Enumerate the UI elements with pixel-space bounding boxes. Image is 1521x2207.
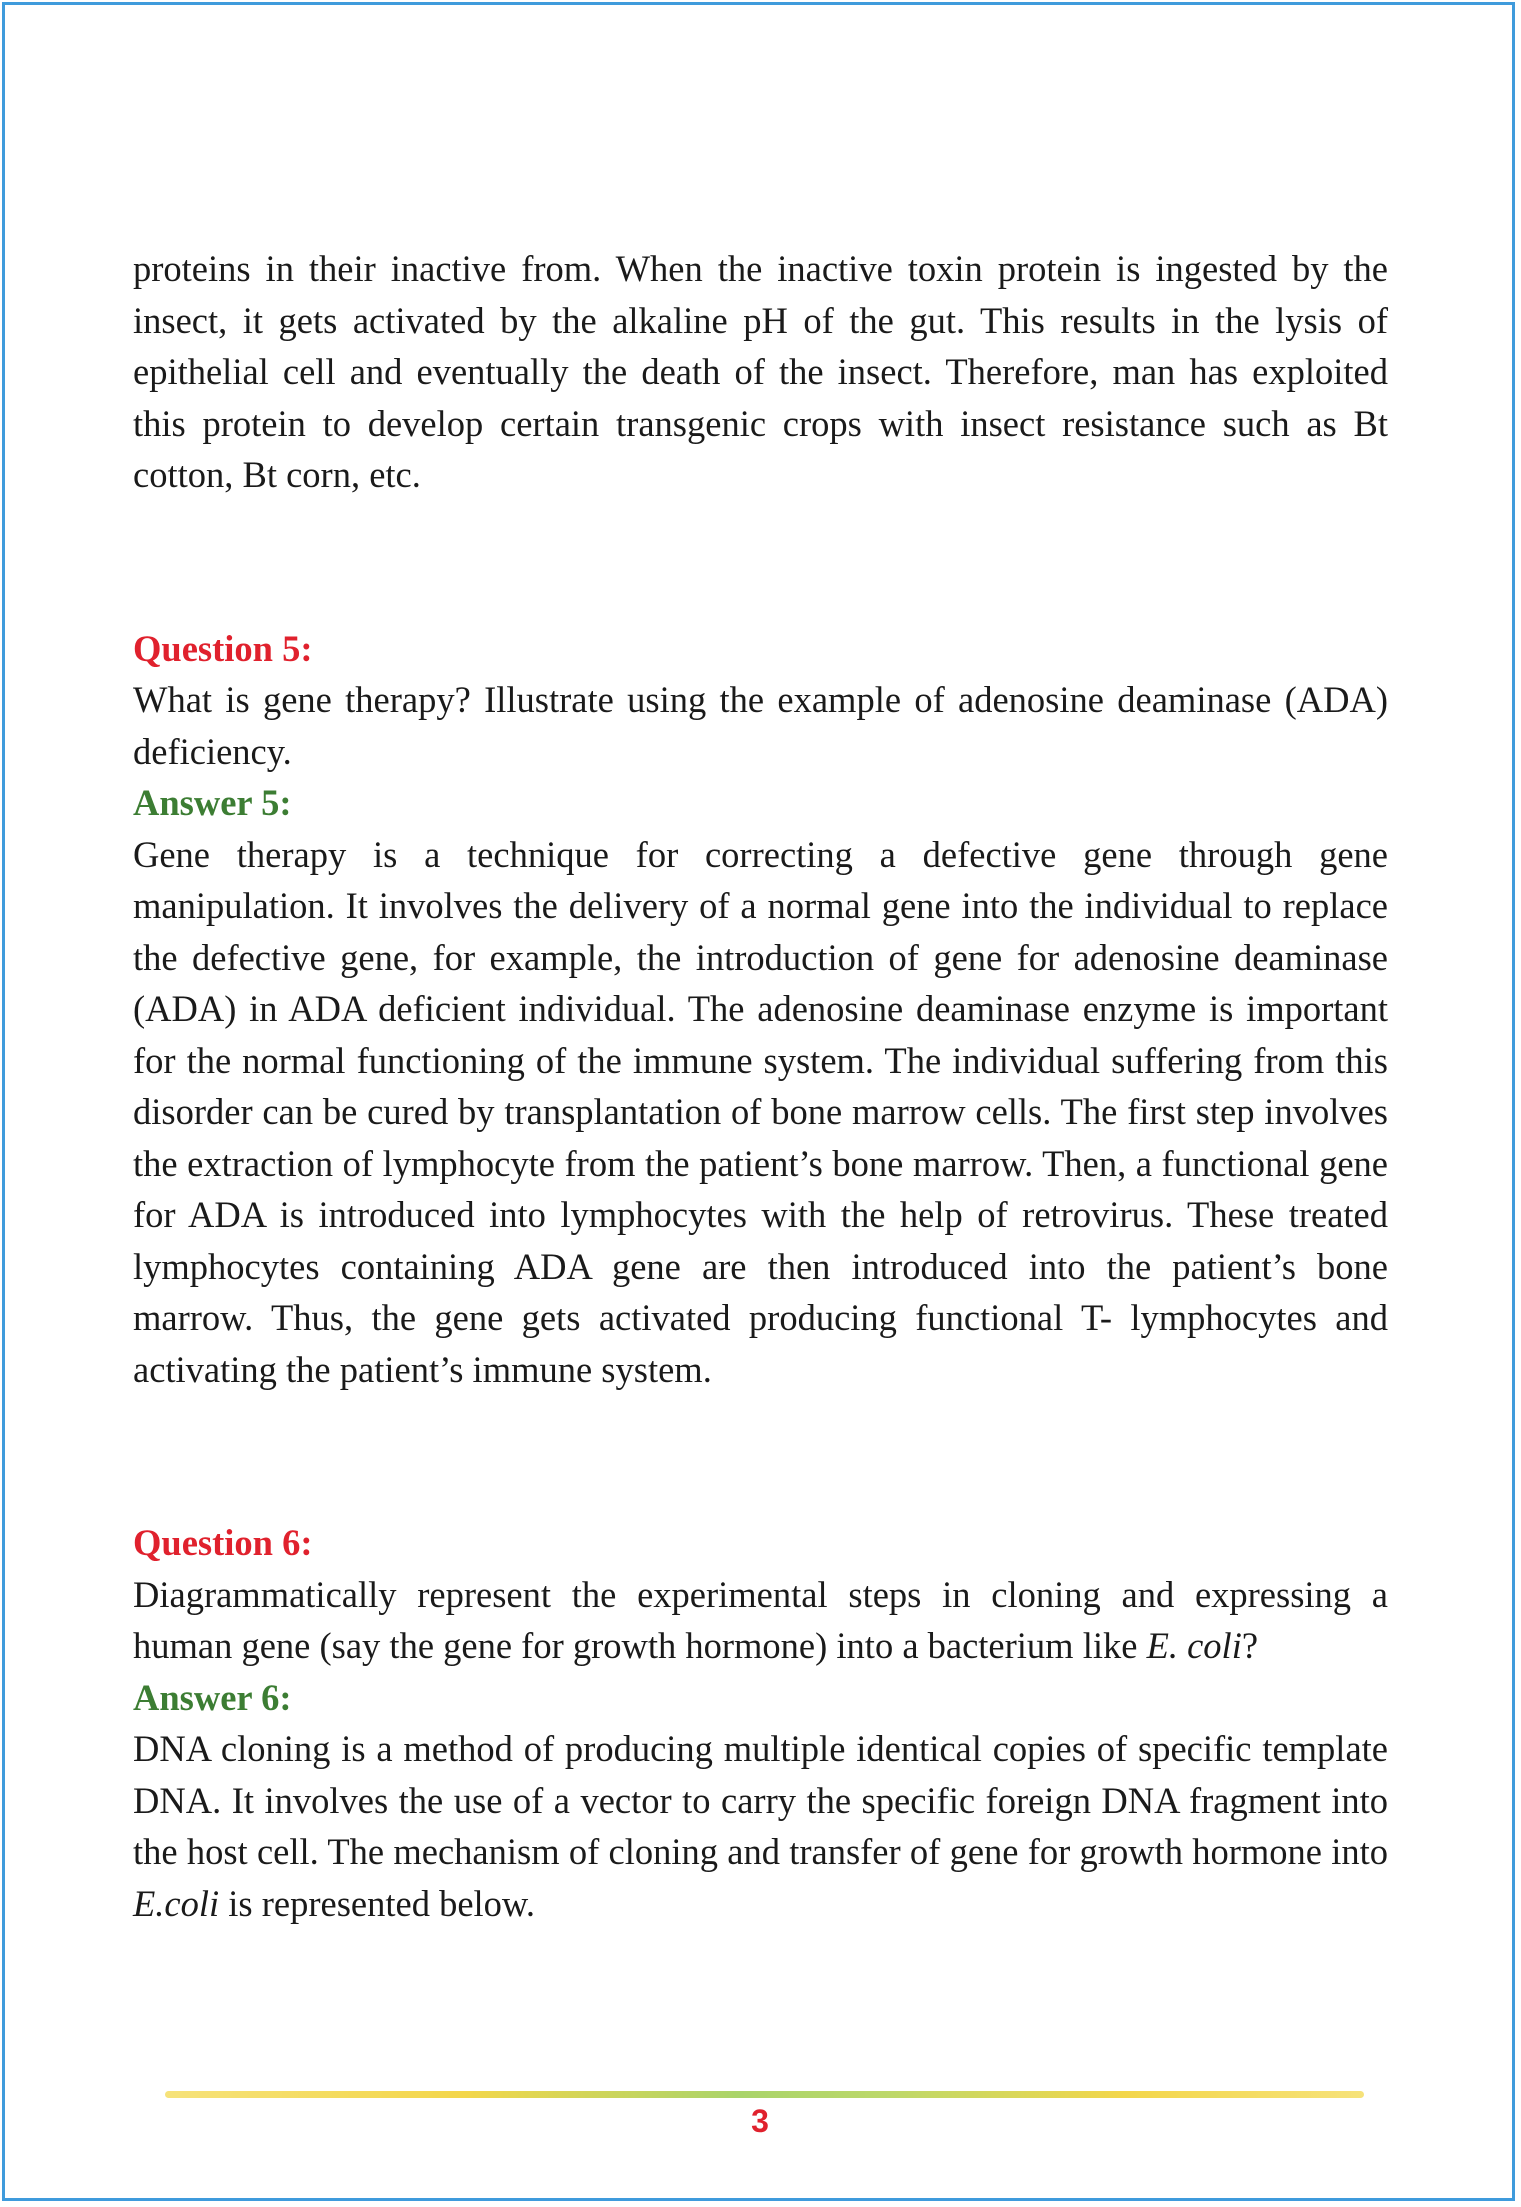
answer-6-text [133, 1723, 1388, 1929]
question-6-text-end: ? [1241, 1625, 1259, 1666]
answer-6-text-start: DNA cloning is a method of producing multiple identical copies of specific template DNA. It involves the use of a vector to carry the specific foreign DNA fragment into the host cell. The mechanism of cloning and transfer of gene for growth hormone into [133, 1728, 1388, 1872]
question-6-heading: Question 6: [133, 1522, 313, 1563]
footer-divider [165, 2091, 1364, 2098]
question-6-block [133, 1517, 1388, 1929]
section-gap [133, 1395, 1388, 1517]
answer-5-text: Gene therapy is a technique for correcting a defective gene through gene manipulation. It involves the delivery of a normal gene into the individual to replace the defective gene, for example, the introduction of gene for adenosine deaminase (ADA) in ADA deficient individual. The adenosine deaminase enzyme is important for the normal functioning of the immune system. The individual suffering from this disorder can be cured by transplantation of bone marrow cells. The first step involves the extraction of lymphocyte from the patient’s bone marrow. Then, a functional gene for ADA is introduced into lymphocytes with the help of retrovirus. These treated lymphocytes containing ADA gene are then introduced into the patient’s bone marrow. Thus, the gene gets activated producing functional T- lymphocytes and activating the patient’s immune system. [133, 833, 1388, 1390]
answer-5-heading: Answer 5: [133, 782, 292, 823]
question-6-text-start: Diagrammatically represent the experimental steps in cloning and expressing a human gene (say the gene for growth hormone) into a bacterium like [133, 1573, 1388, 1666]
answer-6-organism-name: E.coli [133, 1882, 220, 1924]
answer-6-heading: Answer 6: [133, 1676, 292, 1718]
page-content [133, 243, 1388, 1929]
section-gap [133, 501, 1388, 623]
question-5-heading: Question 5: [133, 627, 313, 669]
intro-paragraph: proteins in their inactive from. When the inactive toxin protein is ingested by the insect, it gets activated by the alkaline pH of the gut. This results in the lysis of epithelial cell and eventually the death of the insect. Therefore, man has exploited this protein to develop certain transgenic crops with insect resistance such as Bt cotton, Bt corn, etc. [133, 248, 1388, 495]
question-6-text [133, 1569, 1388, 1672]
page-number: 3 [751, 2103, 769, 2139]
question-5-text: What is gene therapy? Illustrate using the example of adenosine deaminase (ADA) deficiency. [133, 679, 1388, 772]
question-6-organism-name: E. coli [1146, 1625, 1242, 1666]
question-5-block [133, 623, 1388, 1396]
answer-6-text-end: is represented below. [219, 1882, 536, 1924]
